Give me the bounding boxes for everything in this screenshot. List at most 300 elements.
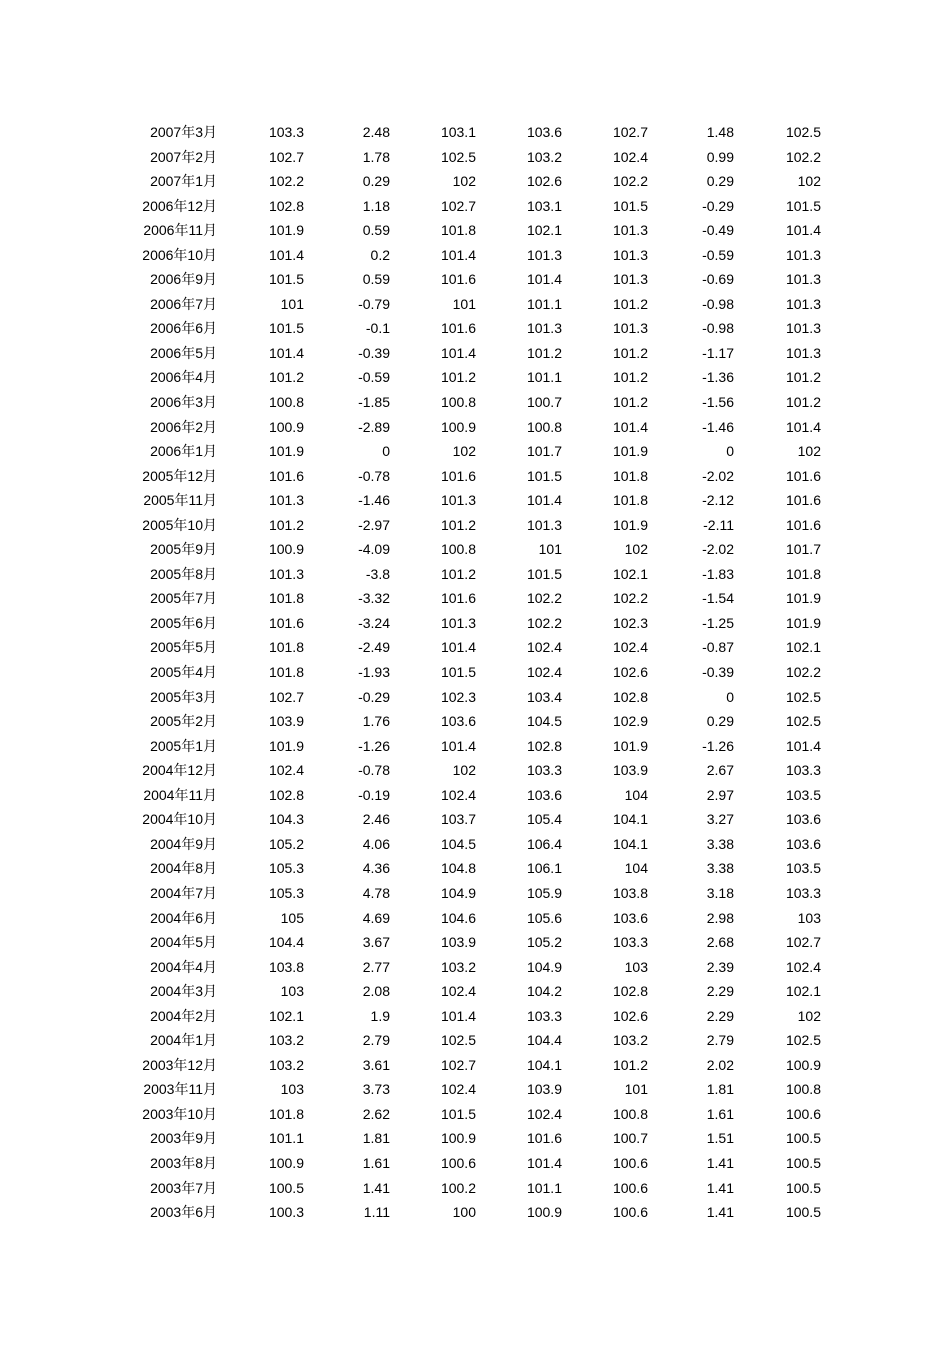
value-cell: 105.2 [268, 835, 304, 852]
value-cell: 101 [280, 295, 304, 312]
table-row [0, 734, 821, 759]
value-cell: 0.2 [370, 246, 390, 263]
value-cell: 105 [280, 909, 304, 926]
value-cell: 103.3 [785, 884, 821, 901]
date-cell: 2004年4月 [150, 958, 217, 975]
value-cell: -2.11 [703, 516, 734, 533]
value-cell: -2.49 [358, 639, 390, 656]
value-cell: 100.8 [440, 541, 476, 558]
value-cell: 101.8 [268, 664, 304, 681]
value-cell: 0.59 [362, 271, 390, 288]
value-cell: 102 [797, 173, 821, 190]
date-cell: 2006年2月 [150, 418, 217, 435]
date-cell: 2005年9月 [150, 541, 217, 558]
value-cell: 100.3 [268, 1204, 304, 1221]
value-cell: 101.2 [440, 369, 476, 386]
value-cell: 103.2 [440, 958, 476, 975]
value-cell: -1.46 [702, 418, 734, 435]
value-cell: 101.8 [268, 1105, 304, 1122]
date-cell: 2004年10月 [142, 811, 217, 828]
table-row [0, 709, 821, 734]
value-cell: 101.5 [785, 197, 821, 214]
value-cell: 101.6 [440, 320, 476, 337]
value-cell: 103.6 [440, 713, 476, 730]
value-cell: 1.76 [362, 713, 390, 730]
date-cell: 2006年1月 [150, 443, 217, 460]
table-row [0, 906, 821, 931]
value-cell: 104.8 [440, 860, 476, 877]
value-cell: 2.77 [362, 958, 390, 975]
value-cell: 101.3 [440, 614, 476, 631]
value-cell: 101.4 [526, 1154, 562, 1171]
value-cell: -1.26 [358, 737, 390, 754]
value-cell: 100.8 [785, 1081, 821, 1098]
date-cell: 2003年7月 [150, 1179, 217, 1196]
value-cell: 101.1 [268, 1130, 304, 1147]
value-cell: 103.9 [526, 1081, 562, 1098]
value-cell: 101.8 [785, 565, 821, 582]
value-cell: -0.1 [365, 320, 390, 337]
table-row [0, 930, 821, 955]
date-cell: 2005年10月 [142, 516, 217, 533]
value-cell: 100.6 [612, 1154, 648, 1171]
value-cell: 3.67 [362, 934, 390, 951]
table-row [0, 218, 821, 243]
value-cell: -0.39 [358, 344, 390, 361]
value-cell: 1.61 [706, 1105, 734, 1122]
value-cell: 101.4 [526, 271, 562, 288]
value-cell: 102.7 [268, 148, 304, 165]
value-cell: 100 [452, 1204, 476, 1221]
value-cell: 103.1 [526, 197, 562, 214]
value-cell: 101.9 [268, 443, 304, 460]
value-cell: 104.6 [440, 909, 476, 926]
value-cell: -2.97 [358, 516, 390, 533]
table-row [0, 415, 821, 440]
value-cell: -1.25 [702, 614, 734, 631]
value-cell: 102.4 [785, 958, 821, 975]
date-cell: 2004年1月 [150, 1032, 217, 1049]
value-cell: 101.5 [268, 320, 304, 337]
value-cell: 103.8 [612, 884, 648, 901]
table-row [0, 390, 821, 415]
value-cell: 100.8 [612, 1105, 648, 1122]
date-cell: 2006年7月 [150, 295, 217, 312]
value-cell: 102.4 [526, 664, 562, 681]
value-cell: 101.6 [268, 467, 304, 484]
value-cell: 102.6 [526, 173, 562, 190]
value-cell: 102.9 [612, 713, 648, 730]
value-cell: 0.29 [706, 173, 734, 190]
value-cell: 103.5 [785, 786, 821, 803]
value-cell: 100.9 [440, 418, 476, 435]
value-cell: 101.6 [268, 614, 304, 631]
value-cell: 101.6 [440, 590, 476, 607]
value-cell: 103.9 [268, 713, 304, 730]
value-cell: 2.29 [706, 1007, 734, 1024]
value-cell: 101.3 [785, 320, 821, 337]
value-cell: 104.9 [440, 884, 476, 901]
value-cell: 103.8 [268, 958, 304, 975]
date-cell: 2003年12月 [142, 1056, 217, 1073]
value-cell: 101.3 [268, 565, 304, 582]
value-cell: 3.38 [706, 835, 734, 852]
value-cell: 102.7 [440, 1056, 476, 1073]
table-row [0, 169, 821, 194]
value-cell: -0.79 [358, 295, 390, 312]
date-cell: 2003年6月 [150, 1204, 217, 1221]
value-cell: 103.3 [612, 934, 648, 951]
value-cell: 103.9 [612, 762, 648, 779]
value-cell: 101.4 [268, 246, 304, 263]
value-cell: 101.5 [612, 197, 648, 214]
value-cell: 101 [624, 1081, 648, 1098]
value-cell: 2.62 [362, 1105, 390, 1122]
value-cell: 101.9 [612, 516, 648, 533]
value-cell: 101.4 [440, 246, 476, 263]
date-cell: 2007年2月 [150, 148, 217, 165]
date-cell: 2004年7月 [150, 884, 217, 901]
value-cell: 103 [797, 909, 821, 926]
value-cell: 102.2 [526, 590, 562, 607]
value-cell: 101.7 [526, 443, 562, 460]
value-cell: 105.6 [526, 909, 562, 926]
value-cell: 102.1 [612, 565, 648, 582]
table-row [0, 316, 821, 341]
date-cell: 2004年2月 [150, 1007, 217, 1024]
value-cell: 101.2 [268, 369, 304, 386]
value-cell: 101.6 [785, 492, 821, 509]
value-cell: 103.4 [526, 688, 562, 705]
value-cell: 102.7 [268, 688, 304, 705]
value-cell: 1.81 [706, 1081, 734, 1098]
value-cell: 101.2 [612, 1056, 648, 1073]
value-cell: 1.41 [706, 1204, 734, 1221]
value-cell: -1.56 [702, 394, 734, 411]
value-cell: 102.1 [785, 639, 821, 656]
value-cell: 101.8 [612, 492, 648, 509]
date-cell: 2006年4月 [150, 369, 217, 386]
value-cell: 102 [797, 1007, 821, 1024]
value-cell: 101.9 [612, 737, 648, 754]
value-cell: 102.4 [526, 639, 562, 656]
value-cell: 100.5 [785, 1130, 821, 1147]
value-cell: 2.68 [706, 934, 734, 951]
date-cell: 2003年10月 [142, 1105, 217, 1122]
date-cell: 2005年3月 [150, 688, 217, 705]
value-cell: 101.7 [785, 541, 821, 558]
value-cell: 102 [452, 762, 476, 779]
value-cell: 101 [538, 541, 562, 558]
table-row [0, 341, 821, 366]
value-cell: 2.67 [706, 762, 734, 779]
value-cell: 101.4 [440, 344, 476, 361]
value-cell: 102.8 [612, 688, 648, 705]
table-row [0, 758, 821, 783]
value-cell: 2.48 [362, 124, 390, 140]
value-cell: 2.98 [706, 909, 734, 926]
table-row [0, 537, 821, 562]
date-cell: 2005年11月 [143, 492, 217, 509]
value-cell: 2.79 [706, 1032, 734, 1049]
value-cell: -0.59 [358, 369, 390, 386]
value-cell: 101.4 [440, 639, 476, 656]
value-cell: 101.4 [785, 737, 821, 754]
value-cell: 3.61 [362, 1056, 390, 1073]
value-cell: 100.6 [612, 1204, 648, 1221]
value-cell: 103.2 [268, 1056, 304, 1073]
value-cell: 101.4 [440, 737, 476, 754]
date-cell: 2003年11月 [143, 1081, 217, 1098]
value-cell: -1.54 [702, 590, 734, 607]
value-cell: 101.1 [526, 369, 562, 386]
value-cell: 101.5 [440, 664, 476, 681]
value-cell: 1.18 [362, 197, 390, 214]
value-cell: 101.3 [526, 320, 562, 337]
value-cell: 101.6 [785, 467, 821, 484]
value-cell: 105.2 [526, 934, 562, 951]
value-cell: 102.5 [440, 1032, 476, 1049]
value-cell: 105.4 [526, 811, 562, 828]
value-cell: 105.9 [526, 884, 562, 901]
value-cell: 101.2 [612, 369, 648, 386]
value-cell: 101.1 [526, 295, 562, 312]
value-cell: 101.5 [268, 271, 304, 288]
value-cell: 100.8 [268, 394, 304, 411]
value-cell: 101.3 [612, 246, 648, 263]
value-cell: 102.7 [785, 934, 821, 951]
value-cell: 100.6 [785, 1105, 821, 1122]
value-cell: 101.3 [785, 295, 821, 312]
value-cell: -0.98 [702, 295, 734, 312]
value-cell: 103.3 [526, 1007, 562, 1024]
value-cell: -0.19 [358, 786, 390, 803]
table-row [0, 267, 821, 292]
value-cell: 100.9 [268, 418, 304, 435]
value-cell: -0.78 [358, 467, 390, 484]
value-cell: 100.6 [612, 1179, 648, 1196]
value-cell: -2.02 [702, 541, 734, 558]
value-cell: 106.4 [526, 835, 562, 852]
value-cell: 102 [452, 443, 476, 460]
value-cell: 102.4 [268, 762, 304, 779]
value-cell: 101.3 [785, 246, 821, 263]
table-row [0, 881, 821, 906]
value-cell: 101.5 [526, 565, 562, 582]
table-row [0, 439, 821, 464]
value-cell: 100.8 [526, 418, 562, 435]
value-cell: 102.1 [785, 983, 821, 1000]
value-cell: 102.4 [612, 639, 648, 656]
value-cell: -0.29 [358, 688, 390, 705]
value-cell: 103.6 [526, 786, 562, 803]
date-cell: 2005年12月 [142, 467, 217, 484]
value-cell: 101.3 [526, 516, 562, 533]
date-cell: 2006年6月 [150, 320, 217, 337]
value-cell: 103.6 [612, 909, 648, 926]
value-cell: -3.8 [365, 565, 390, 582]
value-cell: 101.4 [268, 344, 304, 361]
date-cell: 2006年9月 [150, 271, 217, 288]
date-cell: 2003年8月 [150, 1154, 217, 1171]
value-cell: 104 [624, 786, 648, 803]
value-cell: 102.7 [612, 124, 648, 140]
table-row [0, 832, 821, 857]
table-row [0, 562, 821, 587]
value-cell: 102.6 [612, 1007, 648, 1024]
value-cell: 102.1 [268, 1007, 304, 1024]
value-cell: 101.6 [440, 467, 476, 484]
value-cell: -1.26 [702, 737, 734, 754]
value-cell: 101.6 [526, 1130, 562, 1147]
value-cell: 103 [624, 958, 648, 975]
value-cell: 103.9 [440, 934, 476, 951]
value-cell: 1.48 [706, 124, 734, 140]
date-cell: 2004年6月 [150, 909, 217, 926]
value-cell: 100.5 [785, 1179, 821, 1196]
value-cell: 101.2 [612, 394, 648, 411]
value-cell: 1.41 [706, 1179, 734, 1196]
value-cell: 101.5 [440, 1105, 476, 1122]
value-cell: 102.5 [785, 124, 821, 140]
value-cell: 103.7 [440, 811, 476, 828]
value-cell: 102.1 [526, 222, 562, 239]
table-row [0, 856, 821, 881]
value-cell: 101.8 [268, 639, 304, 656]
value-cell: 0 [726, 443, 734, 460]
value-cell: 103.6 [785, 835, 821, 852]
value-cell: 102.2 [785, 664, 821, 681]
value-cell: 101.9 [612, 443, 648, 460]
value-cell: 101.4 [612, 418, 648, 435]
value-cell: 2.02 [706, 1056, 734, 1073]
value-cell: -0.98 [702, 320, 734, 337]
value-cell: 102.2 [612, 173, 648, 190]
value-cell: 102.2 [785, 148, 821, 165]
table-row [0, 783, 821, 808]
value-cell: 102.5 [785, 713, 821, 730]
value-cell: -0.49 [702, 222, 734, 239]
value-cell: 104 [624, 860, 648, 877]
value-cell: 103.5 [785, 860, 821, 877]
value-cell: 101.5 [526, 467, 562, 484]
value-cell: 100.5 [268, 1179, 304, 1196]
value-cell: 0.59 [362, 222, 390, 239]
value-cell: 101.9 [268, 222, 304, 239]
value-cell: 102.8 [268, 197, 304, 214]
value-cell: 101.8 [612, 467, 648, 484]
date-cell: 2006年10月 [142, 246, 217, 263]
table-row [0, 660, 821, 685]
value-cell: 3.18 [706, 884, 734, 901]
value-cell: 101.3 [526, 246, 562, 263]
date-cell: 2007年1月 [150, 173, 217, 190]
value-cell: 101.3 [785, 271, 821, 288]
value-cell: 1.9 [370, 1007, 390, 1024]
value-cell: 104.4 [526, 1032, 562, 1049]
value-cell: -2.89 [358, 418, 390, 435]
value-cell: 100.9 [440, 1130, 476, 1147]
value-cell: 0 [382, 443, 390, 460]
value-cell: 100.9 [785, 1056, 821, 1073]
value-cell: 0.99 [706, 148, 734, 165]
value-cell: 1.78 [362, 148, 390, 165]
value-cell: 102.2 [526, 614, 562, 631]
table-row [0, 1102, 821, 1127]
value-cell: -0.69 [702, 271, 734, 288]
value-cell: 101.9 [785, 590, 821, 607]
table-row [0, 365, 821, 390]
table-row [0, 1028, 821, 1053]
value-cell: 102.3 [612, 614, 648, 631]
value-cell: -4.09 [358, 541, 390, 558]
value-cell: 101.1 [526, 1179, 562, 1196]
value-cell: 2.46 [362, 811, 390, 828]
value-cell: 102.4 [440, 1081, 476, 1098]
table-row [0, 194, 821, 219]
value-cell: 101.2 [268, 516, 304, 533]
value-cell: 102.4 [526, 1105, 562, 1122]
date-cell: 2004年3月 [150, 983, 217, 1000]
value-cell: 101.2 [785, 394, 821, 411]
value-cell: 1.11 [363, 1204, 390, 1221]
date-cell: 2005年1月 [150, 737, 217, 754]
value-cell: 102 [452, 173, 476, 190]
value-cell: -0.29 [702, 197, 734, 214]
value-cell: 100.9 [268, 1154, 304, 1171]
value-cell: 4.36 [362, 860, 390, 877]
table-row [0, 145, 821, 170]
value-cell: 101.6 [785, 516, 821, 533]
value-cell: 4.06 [362, 835, 390, 852]
value-cell: 101.3 [785, 344, 821, 361]
value-cell: 102.6 [612, 664, 648, 681]
date-cell: 2004年11月 [143, 786, 217, 803]
date-cell: 2004年5月 [150, 934, 217, 951]
value-cell: 101.2 [612, 344, 648, 361]
value-cell: 102.7 [440, 197, 476, 214]
value-cell: 102.4 [612, 148, 648, 165]
value-cell: 2.97 [706, 786, 734, 803]
value-cell: 101.2 [612, 295, 648, 312]
value-cell: 101.3 [268, 492, 304, 509]
value-cell: 104.5 [526, 713, 562, 730]
value-cell: 102.4 [440, 786, 476, 803]
date-cell: 2006年12月 [142, 197, 217, 214]
value-cell: 100.5 [785, 1154, 821, 1171]
value-cell: 104.1 [612, 835, 648, 852]
value-cell: -3.32 [358, 590, 390, 607]
value-cell: 103.6 [785, 811, 821, 828]
value-cell: 104.5 [440, 835, 476, 852]
value-cell: 1.41 [706, 1154, 734, 1171]
value-cell: -3.24 [358, 614, 390, 631]
value-cell: 102 [624, 541, 648, 558]
value-cell: 101.8 [440, 222, 476, 239]
table-row [0, 611, 821, 636]
value-cell: 101.3 [612, 271, 648, 288]
value-cell: 101.4 [440, 1007, 476, 1024]
value-cell: 102.8 [526, 737, 562, 754]
value-cell: 2.39 [706, 958, 734, 975]
value-cell: 104.3 [268, 811, 304, 828]
value-cell: 105.3 [268, 860, 304, 877]
value-cell: -1.85 [358, 394, 390, 411]
table-row [0, 464, 821, 489]
value-cell: 101.2 [440, 516, 476, 533]
value-cell: -0.87 [702, 639, 734, 656]
value-cell: 102.5 [785, 688, 821, 705]
